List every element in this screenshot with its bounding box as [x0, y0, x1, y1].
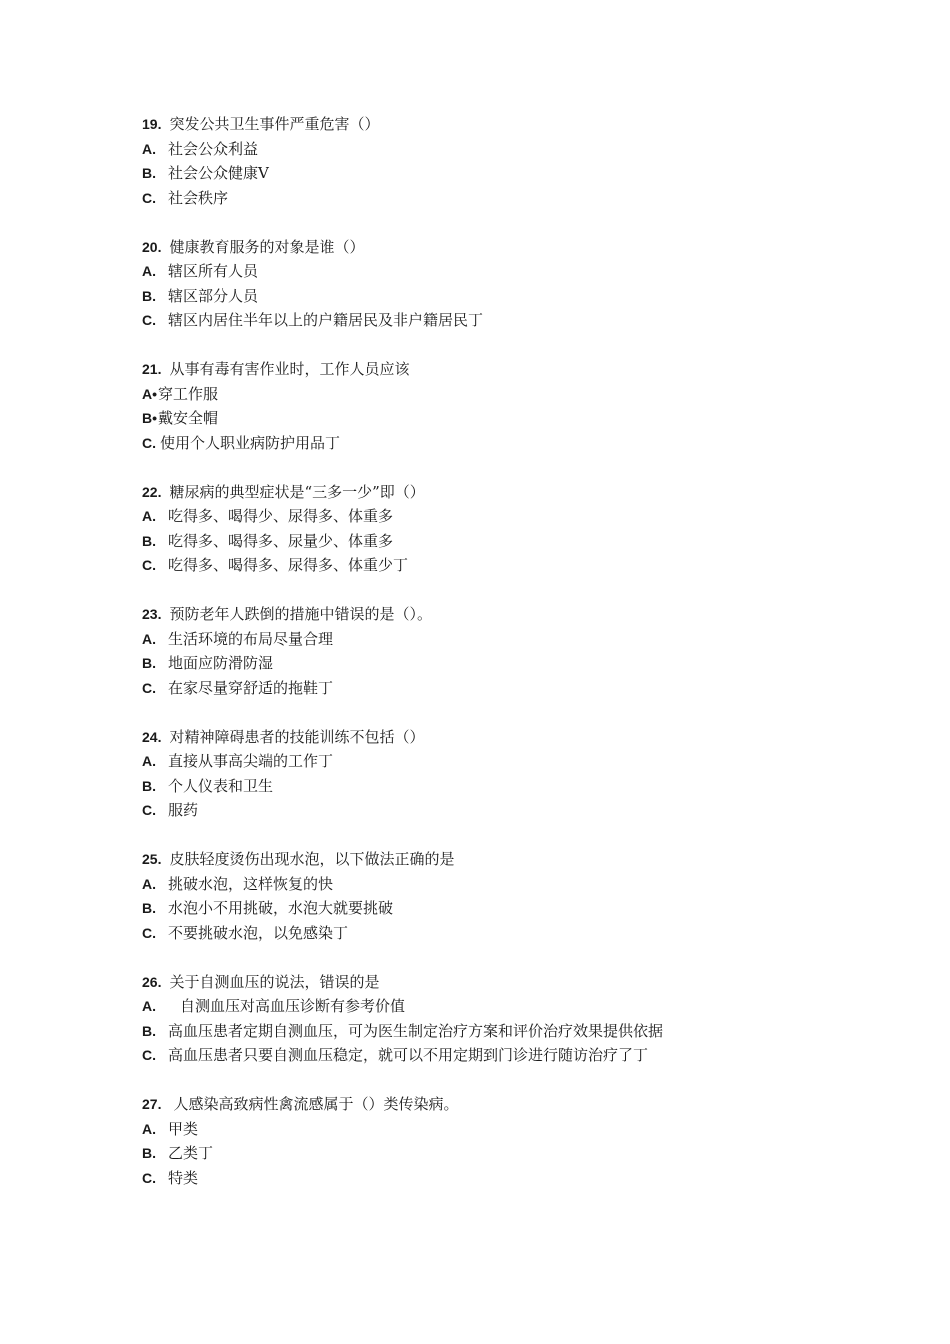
option-text: 直接从事高尖端的工作丁	[168, 752, 334, 770]
question-stem	[142, 112, 842, 137]
question-24	[142, 725, 842, 823]
option-letter: B.	[142, 532, 156, 549]
option-c	[142, 921, 842, 946]
question-number: 23.	[142, 606, 162, 622]
option-text: 辖区部分人员	[168, 286, 259, 305]
question-text: 糖尿病的典型症状是“三多一少”即（）	[169, 482, 425, 501]
option-text: 自测血压对高血压诊断有参考价值	[180, 997, 406, 1015]
question-text: 健康教育服务的对象是谁（）	[169, 237, 365, 256]
option-a	[142, 627, 842, 652]
option-text: 不要挑破水泡，以免感染丁	[168, 923, 349, 942]
option-b	[142, 1141, 842, 1166]
option-c	[142, 676, 842, 701]
option-b	[142, 161, 842, 186]
option-letter: C.	[142, 1047, 156, 1063]
option-letter: C.	[142, 924, 156, 941]
option-b	[142, 284, 842, 309]
question-text: 人感染高致病性禽流感属于（）类传染病。	[173, 1095, 459, 1113]
option-letter: A.	[142, 630, 156, 647]
option-letter: C.	[142, 434, 156, 451]
option-text: 吃得多、喝得多、尿量少、体重多	[168, 531, 394, 550]
option-text: 水泡小不用挑破，水泡大就要挑破	[168, 899, 394, 917]
option-letter: C.	[142, 557, 156, 573]
question-stem	[142, 847, 842, 872]
question-text: 对精神障碍患者的技能训练不包括（）	[169, 727, 425, 746]
question-number: 20.	[142, 238, 162, 255]
option-a	[142, 504, 842, 529]
option-b	[142, 651, 842, 676]
question-number: 24.	[142, 728, 162, 745]
option-a	[142, 872, 842, 897]
option-letter: B.	[142, 165, 156, 181]
option-c	[142, 431, 842, 456]
option-b	[142, 896, 842, 921]
option-text: 社会公众健康V	[168, 164, 269, 182]
option-text: 地面应防滑防湿	[168, 654, 274, 672]
question-stem	[142, 235, 842, 260]
option-text: 穿工作服	[158, 384, 219, 403]
question-22	[142, 480, 842, 578]
option-b	[142, 774, 842, 799]
option-letter: A.	[142, 998, 156, 1014]
option-text: 服药	[168, 801, 199, 819]
option-b	[142, 406, 842, 431]
option-text: 高血压患者定期自测血压，可为医生制定治疗方案和评价治疗效果提供依据	[168, 1021, 664, 1040]
question-text: 关于自测血压的说法，错误的是	[169, 972, 380, 991]
question-27	[142, 1092, 842, 1190]
option-text: 戴安全帽	[158, 409, 219, 427]
question-stem	[142, 1092, 842, 1117]
option-text: 使用个人职业病防护用品丁	[160, 433, 341, 452]
option-text: 辖区内居住半年以上的户籍居民及非户籍居民丁	[168, 311, 484, 329]
option-letter: A.	[142, 508, 156, 524]
question-21	[142, 357, 842, 455]
option-letter: A.	[142, 753, 156, 769]
option-letter: C.	[142, 189, 156, 206]
option-letter: A•	[142, 385, 158, 402]
question-stem	[142, 725, 842, 750]
option-b	[142, 529, 842, 554]
option-text: 甲类	[168, 1119, 199, 1138]
question-26	[142, 970, 842, 1068]
option-letter: B.	[142, 287, 156, 304]
question-text: 预防老年人跌倒的措施中错误的是（）。	[169, 605, 432, 623]
question-number: 27.	[142, 1096, 162, 1112]
option-b	[142, 1019, 842, 1044]
option-c	[142, 186, 842, 211]
option-text: 特类	[168, 1168, 199, 1187]
option-text: 在家尽量穿舒适的拖鞋丁	[168, 678, 334, 697]
option-letter: A.	[142, 263, 156, 279]
question-19	[142, 112, 842, 210]
question-text: 突发公共卫生事件严重危害（）	[169, 115, 380, 133]
option-letter: B.	[142, 900, 156, 916]
question-list	[142, 112, 842, 1215]
option-text: 社会秩序	[168, 188, 229, 207]
question-text: 从事有毒有害作业时，工作人员应该	[169, 360, 410, 378]
option-text: 吃得多、喝得多、尿得多、体重少丁	[168, 556, 409, 574]
question-25	[142, 847, 842, 945]
option-letter: A.	[142, 140, 156, 157]
option-letter: B.	[142, 655, 156, 671]
option-a	[142, 382, 842, 407]
option-a	[142, 137, 842, 162]
option-letter: A.	[142, 875, 156, 892]
option-text: 辖区所有人员	[168, 262, 259, 280]
option-letter: B.	[142, 777, 156, 794]
option-letter: C.	[142, 1169, 156, 1186]
option-text: 个人仪表和卫生	[168, 776, 274, 795]
option-letter: C.	[142, 679, 156, 696]
option-a	[142, 259, 842, 284]
question-text: 皮肤轻度烫伤出现水泡，以下做法正确的是	[169, 850, 455, 868]
option-text: 生活环境的布局尽量合理	[168, 629, 334, 648]
option-a	[142, 994, 842, 1019]
question-number: 19.	[142, 116, 162, 132]
option-c	[142, 553, 842, 578]
question-number: 25.	[142, 851, 162, 867]
option-text: 社会公众利益	[168, 139, 259, 158]
question-number: 21.	[142, 361, 162, 377]
option-c	[142, 1043, 842, 1068]
option-letter: B.	[142, 1022, 156, 1039]
option-letter: B•	[142, 410, 158, 426]
option-text: 高血压患者只要自测血压稳定，就可以不用定期到门诊进行随访治疗了丁	[168, 1046, 649, 1064]
option-letter: B.	[142, 1145, 156, 1161]
question-23	[142, 602, 842, 700]
option-text: 乙类丁	[168, 1144, 214, 1162]
question-stem	[142, 357, 842, 382]
option-text: 吃得多、喝得少、尿得多、体重多	[168, 507, 394, 525]
question-stem	[142, 970, 842, 995]
question-number: 26.	[142, 973, 162, 990]
option-a	[142, 1117, 842, 1142]
option-c	[142, 308, 842, 333]
question-number: 22.	[142, 483, 162, 500]
question-stem	[142, 480, 842, 505]
option-letter: C.	[142, 312, 156, 328]
option-letter: C.	[142, 802, 156, 818]
option-a	[142, 749, 842, 774]
option-c	[142, 1166, 842, 1191]
question-stem	[142, 602, 842, 627]
question-20	[142, 235, 842, 333]
option-letter: A.	[142, 1120, 156, 1137]
option-text: 挑破水泡，这样恢复的快	[168, 874, 334, 893]
option-c	[142, 798, 842, 823]
